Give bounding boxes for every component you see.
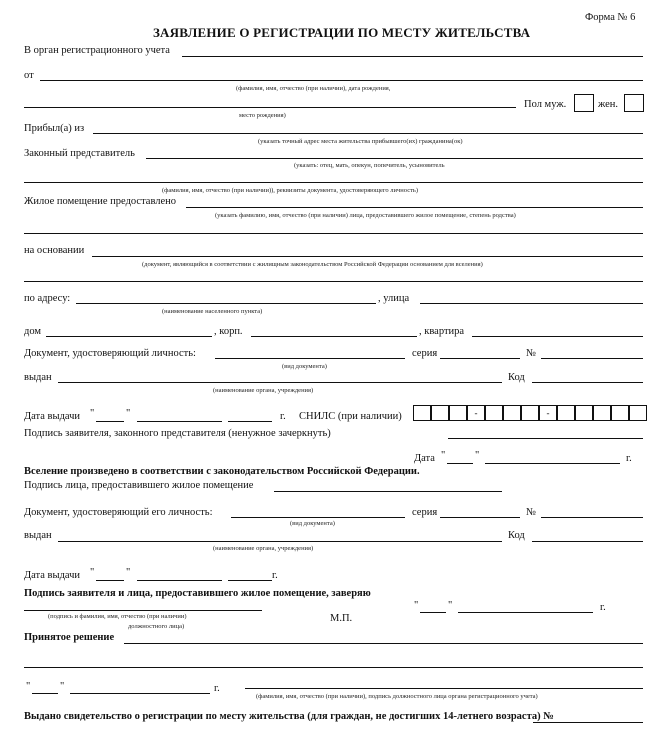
basis-label: на основании [24, 245, 85, 256]
page-title: ЗАЯВЛЕНИЕ О РЕГИСТРАЦИИ ПО МЕСТУ ЖИТЕЛЬСТВА [153, 25, 531, 40]
dwelling-line-2[interactable] [24, 233, 643, 234]
issue-date-label: Дата выдачи [24, 411, 81, 422]
street-label: , улица [378, 293, 410, 304]
snils-cells[interactable] [413, 405, 647, 421]
snils-cell[interactable] [557, 405, 575, 421]
cert-month-year-line[interactable] [458, 612, 593, 613]
locality-line[interactable] [76, 303, 376, 304]
street-line[interactable] [420, 303, 643, 304]
snils-label: СНИЛС (при наличии) [299, 411, 402, 422]
series2-label: серия [412, 507, 438, 518]
stamp-place: М.П. [330, 613, 353, 624]
number2-line[interactable] [541, 517, 643, 518]
official-signature-hint-2: должностного лица) [128, 623, 185, 630]
official-signature-line[interactable] [24, 610, 262, 611]
issue-year-suffix: г. [280, 411, 286, 422]
apartment-label: , квартира [419, 326, 465, 337]
doc2-type-line[interactable] [231, 517, 405, 518]
certificate-text: Выдано свидетельство о регистрации по месту жительства (для граждан, не достигших 14-летнего возраста) № [24, 711, 554, 722]
doc2-type-hint: (вид документа) [290, 520, 335, 527]
to-body-label: В орган регистрационного учета [24, 45, 170, 56]
korp-line[interactable] [251, 336, 417, 337]
sex-female-label: жен. [598, 99, 619, 110]
representative-hint-2: (фамилия, имя, отчество (при наличии)), реквизиты документа, удостоверяющего личность) [162, 187, 419, 194]
cert-date-quote-open: " [414, 600, 419, 611]
address-label: по адресу: [24, 293, 71, 304]
cert-date-quote-close: " [448, 600, 453, 611]
representative-line[interactable] [146, 158, 643, 159]
korp-label: , корп. [214, 326, 243, 337]
issued2-line[interactable] [58, 541, 502, 542]
dwelling-hint: (указать фамилию, имя, отчество (при наличии) лица, предоставившего жилое помещение, степень родства) [215, 212, 516, 219]
authority-hint: (наименование органа, учреждения) [213, 387, 314, 394]
snils-cell[interactable] [413, 405, 431, 421]
series-label: серия [412, 348, 438, 359]
date-month-year-line[interactable] [485, 463, 620, 464]
date-year-suffix: г. [626, 453, 632, 464]
number-line[interactable] [541, 358, 643, 359]
issued-line[interactable] [58, 382, 502, 383]
code2-label: Код [508, 530, 525, 541]
decision-line[interactable] [124, 643, 643, 644]
id-doc-label: Документ, удостоверяющий личность: [24, 348, 196, 359]
cert-day-line[interactable] [420, 612, 446, 613]
date-quote-close: " [475, 450, 480, 461]
representative-line-2[interactable] [24, 182, 643, 183]
snils-separator: - [467, 405, 485, 421]
certificate-number-line[interactable] [533, 722, 643, 723]
code2-line[interactable] [532, 541, 643, 542]
series2-line[interactable] [440, 517, 520, 518]
arrived-from-hint: (указать точный адрес места жительства прибывшего(их) гражданина(ок) [258, 138, 463, 145]
issue-date2-label: Дата выдачи [24, 570, 81, 581]
date-quote-open: " [441, 450, 446, 461]
arrived-from-line[interactable] [93, 133, 643, 134]
snils-cell[interactable] [431, 405, 449, 421]
decision-date-quote-close: " [60, 681, 65, 692]
issued-label: выдан [24, 372, 52, 383]
provider-signature-line[interactable] [274, 491, 502, 492]
sex-male-checkbox[interactable] [574, 94, 594, 112]
representative-label: Законный представитель [24, 148, 135, 159]
registrar-signature-hint: (фамилия, имя, отчество (при наличии), подпись должностного лица органа регистрационного учета) [256, 693, 538, 700]
dwelling-line[interactable] [186, 207, 643, 208]
settlement-text: Вселение произведено в соответствии с законодательством Российской Федерации. [24, 466, 420, 477]
birth-line[interactable] [24, 107, 516, 108]
code-line[interactable] [532, 382, 643, 383]
basis-line[interactable] [92, 256, 643, 257]
from-hint: (фамилия, имя, отчество (при наличии), дата рождения, [236, 85, 391, 92]
doc-type-hint: (вид документа) [282, 363, 327, 370]
date-label: Дата [414, 453, 435, 464]
decision-label: Принятое решение [24, 632, 115, 643]
issue-day2-line[interactable] [96, 580, 124, 581]
issue-date-quote-close: " [126, 408, 131, 419]
number-label: № [526, 348, 537, 359]
issue-date-quote-open: " [90, 408, 95, 419]
decision-day-line[interactable] [32, 693, 58, 694]
id-doc2-label: Документ, удостоверяющий его личность: [24, 507, 213, 518]
representative-hint: (указать: отец, мать, опекун, попечитель, усыновитель [294, 162, 445, 169]
authority2-hint: (наименование органа, учреждения) [213, 545, 314, 552]
applicant-signature-label: Подпись заявителя, законного представителя (ненужное зачеркнуть) [24, 428, 331, 439]
decision-year-suffix: г. [214, 683, 220, 694]
issue-date2-quote-close: " [126, 567, 131, 578]
code-label: Код [508, 372, 525, 383]
arrived-from-label: Прибыл(а) из [24, 123, 85, 134]
issue-year2-suffix: г. [272, 570, 278, 581]
issue-date2-quote-open: " [90, 567, 95, 578]
sex-female-checkbox[interactable] [624, 94, 644, 112]
cert-year-suffix: г. [600, 602, 606, 613]
snils-cell[interactable] [503, 405, 521, 421]
number2-label: № [526, 507, 537, 518]
official-signature-hint-1: (подпись и фамилия, имя, отчество (при наличии) [48, 613, 187, 620]
snils-cell[interactable] [611, 405, 629, 421]
birthplace-hint: место рождения) [239, 112, 286, 119]
sex-male-label: Пол муж. [524, 99, 567, 110]
from-line[interactable] [40, 80, 643, 81]
house-line[interactable] [46, 336, 212, 337]
series-line[interactable] [440, 358, 520, 359]
house-label: дом [24, 326, 42, 337]
snils-cell[interactable] [575, 405, 593, 421]
registrar-signature-line[interactable] [245, 688, 643, 689]
issued2-label: выдан [24, 530, 52, 541]
decision-line-2[interactable] [24, 667, 643, 668]
snils-cell[interactable] [449, 405, 467, 421]
basis-hint: (документ, являющийся в соответствии с жилищным законодательством Российской Федерации основанием для вселения) [142, 261, 483, 268]
provider-signature-label: Подпись лица, предоставившего жилое помещение [24, 480, 254, 491]
issue-year-line[interactable] [228, 421, 272, 422]
snils-cell[interactable] [629, 405, 647, 421]
basis-line-2[interactable] [24, 281, 643, 282]
dwelling-label: Жилое помещение предоставлено [24, 196, 177, 207]
apartment-line[interactable] [472, 336, 643, 337]
issue-month2-line[interactable] [137, 580, 222, 581]
locality-hint: (наименование населенного пункта) [162, 308, 263, 315]
from-label: от [24, 70, 34, 81]
doc-type-line[interactable] [215, 358, 405, 359]
issue-month-line[interactable] [137, 421, 222, 422]
snils-cell[interactable] [593, 405, 611, 421]
form-number: Форма № 6 [585, 12, 636, 23]
snils-cell[interactable] [521, 405, 539, 421]
decision-month-year-line[interactable] [70, 693, 210, 694]
certify-text: Подпись заявителя и лица, предоставившего жилое помещение, заверяю [24, 588, 371, 599]
date-day-line[interactable] [447, 463, 473, 464]
applicant-signature-line[interactable] [448, 438, 643, 439]
snils-separator: - [539, 405, 557, 421]
to-body-line[interactable] [182, 56, 643, 57]
issue-day-line[interactable] [96, 421, 124, 422]
issue-year2-line[interactable] [228, 580, 272, 581]
snils-cell[interactable] [485, 405, 503, 421]
decision-date-quote-open: " [26, 681, 31, 692]
